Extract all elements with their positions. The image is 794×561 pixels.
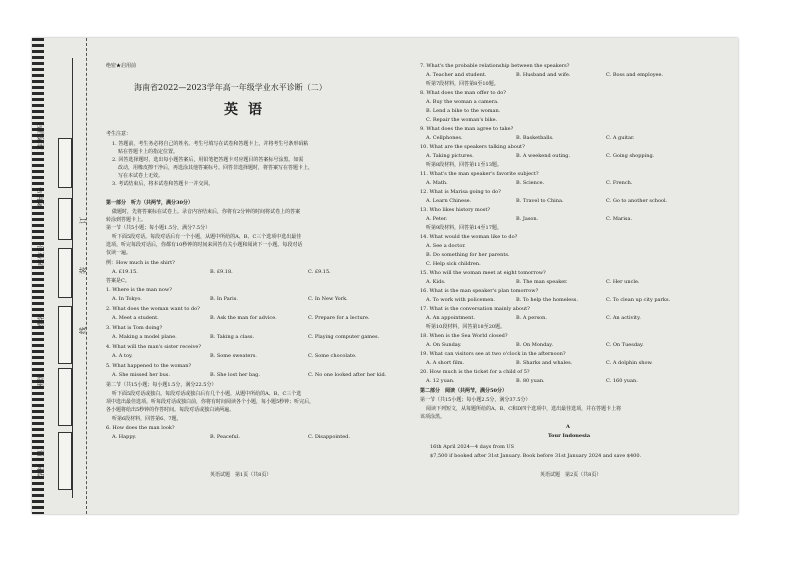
notice-line: 改动，用橡皮擦干净后，再选涂其他答案标号。回答非选择题时，将答案写在答题卡上， [118, 165, 314, 171]
part2-section1: 第一节（共15小题；每小题2.5分，满分37.5分） [420, 397, 531, 403]
notice-line: 3. 考试结束后，将本试卷和答题卡一并交回。 [112, 181, 214, 187]
page-footer: 英语试题 第1页（共8页） [210, 472, 272, 478]
option: A. Meet a student. [112, 315, 159, 321]
page-footer: 英语试题 第2页（共8页） [540, 472, 602, 478]
notice-title: 考生注意： [106, 131, 132, 137]
class-box [58, 368, 72, 426]
option: C. Boss and employee. [606, 72, 664, 78]
cut-line [86, 38, 87, 514]
option: A. See a doctor. [426, 243, 466, 249]
scanned-exam-sheet [32, 38, 738, 514]
option: C. A guitar. [606, 135, 635, 141]
option: B. Ask the man for advice. [210, 315, 277, 321]
option: A. A toy. [112, 353, 133, 359]
option: C. Prepare for a lecture. [308, 315, 370, 321]
example-option: B. £9.18. [210, 269, 233, 275]
question: 2. What does the woman want to do? [106, 306, 200, 312]
option: C. Her uncle. [606, 279, 640, 285]
option: A. Taking pictures. [426, 153, 474, 159]
material-note: 听第9段材料，回答第14至17题。 [426, 225, 502, 231]
example-question: 例：How much is the shirt? [106, 260, 175, 266]
option: A. On Sunday. [426, 342, 462, 348]
option: C. Repair the woman's bike. [426, 117, 498, 123]
example-option: A. £19.15. [112, 269, 138, 275]
section1-intro: 听下面5段对话。每段对话后有一个小题，从题中所给的A、B、C三个选项中选出最佳 [112, 234, 302, 240]
notice-line: 2. 回答选择题时，选出每小题答案后，用铅笔把答题卡对应题目的答案标号涂黑。如需 [112, 157, 304, 163]
question: 1. Where is the man now? [106, 287, 172, 293]
option: C. A dolphin show. [606, 360, 653, 366]
option: A. Kids. [426, 279, 446, 285]
binding-label-exam-number: 准考证号 [37, 122, 45, 150]
question: 14. What would the woman like to do? [420, 234, 518, 240]
option: B. Travel to China. [516, 198, 564, 204]
option: B. Science. [516, 180, 545, 186]
option: A. Peter. [426, 216, 448, 222]
option: A. In Tokyo. [112, 296, 142, 302]
question: 16. What is the man speaker's plan tomorrow? [420, 288, 539, 294]
question: 12. What is Marisa going to do? [420, 189, 501, 195]
option: A. Teacher and student. [426, 72, 487, 78]
material-note: 听第10段材料，回答第18至20题。 [426, 324, 506, 330]
exam-title: 海南省2022—2023学年高一年级学业水平诊断（二） [134, 83, 327, 92]
option: B. To help the homeless. [516, 297, 578, 303]
page-1 [98, 38, 416, 514]
passage-line: 16th April 2024—4 days from US [430, 444, 515, 450]
section1-title: 第一节（共5小题；每小题1.5分，满分7.5分） [106, 225, 211, 231]
option: A. She missed her bus. [112, 372, 170, 378]
question: 6. How does the man look? [106, 425, 175, 431]
part2-intro: 阅读下列短文，从每题所给的A、B、C和D四个选项中，选出最佳选项，并在答题卡上将 [426, 406, 622, 412]
option: A. A short film. [426, 360, 465, 366]
exam-number-box [58, 138, 72, 188]
option: A. 12 yuan. [426, 378, 455, 384]
question: 19. What can visitors see at two o'clock in the afternoon? [420, 351, 566, 357]
part2-intro: 该项涂黑。 [420, 414, 446, 420]
option: B. A person. [516, 315, 547, 321]
binding-label-class: 班级 [37, 374, 45, 388]
option: B. The man speaker. [516, 279, 568, 285]
option: C. Disappointed. [308, 434, 350, 440]
part1-intro: 做题时，先将答案标在试卷上。录音内容结束后，你将有2分钟的时间将试卷上的答案 [112, 209, 301, 215]
option: C. 160 yuan. [606, 378, 638, 384]
option: C. Marisa. [606, 216, 633, 222]
binding-margin [32, 38, 96, 514]
room-box [58, 198, 72, 240]
option: B. Lend a bike to the woman. [426, 108, 501, 114]
option: B. Basketballs. [516, 135, 554, 141]
option: B. 80 yuan. [516, 378, 545, 384]
option: B. Taking a class. [210, 334, 255, 340]
option: A. Learn Chinese. [426, 198, 472, 204]
school-box [58, 432, 72, 490]
binding-label-room: 考场号 [37, 187, 45, 208]
option: C. Help sick children. [426, 261, 481, 267]
question: 17. What is the conversation mainly about? [420, 306, 530, 312]
option: C. Playing computer games. [308, 334, 380, 340]
option: C. Going shopping. [606, 153, 655, 159]
passage-letter: A [566, 424, 570, 430]
option: A. An appointment. [426, 315, 475, 321]
subject-title: 英语 [224, 102, 272, 118]
option: B. Some sweaters. [210, 353, 257, 359]
option: C. To clean up city parks. [606, 297, 671, 303]
question: 5. What happened to the woman? [106, 363, 192, 369]
option: C. In New York. [308, 296, 348, 302]
section1-intro: 选项。听完每段对话后，你都有10秒钟的时间来回答有关小题和阅读下一小题。每段对话 [106, 242, 303, 248]
question: 3. What is Tom doing? [106, 325, 163, 331]
binding-mark-xian: 线 [79, 327, 87, 334]
question: 9. What does the man agree to take? [420, 126, 514, 132]
part1-intro: 转涂到答题卡上。 [106, 217, 147, 223]
option: B. Sharks and whales. [516, 360, 573, 366]
option: A. Making a model plane. [112, 334, 177, 340]
part1-title: 第一部分 听力（共两节，满分30分） [106, 200, 193, 206]
section2-intro: 项中选出最佳选项。听每段对话或独白前，你将有时间阅读各个小题，每小题5秒钟；听完后， [106, 399, 315, 405]
passage-line: $7,500 if booked after 31st January. Book before 31st January 2024 and save $400. [430, 453, 642, 459]
option: C. Some chocolate. [308, 353, 357, 359]
question: 8. What does the man offer to do? [420, 90, 506, 96]
question: 13. Who likes history most? [420, 207, 491, 213]
question: 10. What are the speakers talking about? [420, 144, 525, 150]
option: C. No one looked after her kid. [308, 372, 387, 378]
section2-intro: 各小题将给出5秒钟的作答时间。每段对话或独白读两遍。 [106, 407, 235, 413]
option: B. In Paris. [210, 296, 238, 302]
option: C. Go to another school. [606, 198, 668, 204]
option: C. On Tuesday. [606, 342, 644, 348]
example-option: C. £9.15. [308, 269, 331, 275]
question: 15. Who will the woman meet at eight tomorrow? [420, 270, 546, 276]
binding-label-seat: 座位号 [37, 245, 45, 266]
binding-mark-zhuang: 装 [79, 267, 87, 274]
passage-title: Tour Indonesia [548, 433, 591, 439]
question: 18. When is the Sea World closed? [420, 333, 508, 339]
example-answer: 答案是C。 [106, 278, 130, 284]
option: A. To work with policemen. [426, 297, 496, 303]
option: B. Peaceful. [210, 434, 240, 440]
binding-label-school: 学校（县） [37, 443, 45, 478]
question: 4. What will the man's sister receive? [106, 344, 202, 350]
option: A. Math. [426, 180, 448, 186]
question: 11. What's the man speaker's favorite subject? [420, 171, 539, 177]
option: B. A weekend outing. [516, 153, 571, 159]
section2-intro: 听下面5段对话或独白。每段对话或独白后有几个小题，从题中所给的A、B、C三个选 [112, 391, 302, 397]
seat-box [58, 248, 72, 298]
page-2 [416, 38, 734, 514]
name-box [58, 306, 72, 364]
section2-title: 第二节（共15小题；每小题1.5分，满分22.5分） [106, 382, 217, 388]
notice-line: 写在本试卷上无效。 [118, 173, 164, 179]
part2-title: 第二部分 阅读（共两节，满分50分） [420, 388, 507, 394]
question: 20. How much is the ticket for a child of 5? [420, 369, 530, 375]
option: A. Buy the woman a camera. [426, 99, 499, 105]
material-note: 听第8段材料，回答第11至13题。 [426, 162, 502, 168]
binding-label-name: 姓名 [37, 314, 45, 328]
secret-label: 绝密★启用前 [106, 63, 137, 69]
option: B. Jason. [516, 216, 539, 222]
option: C. French. [606, 180, 633, 186]
binding-line [72, 58, 73, 498]
section1-intro: 仅读一遍。 [106, 250, 132, 256]
binding-mark-ding: 订 [79, 217, 87, 224]
material-note: 听第6段材料，回答第6、7题。 [112, 416, 182, 422]
option: C. An activity. [606, 315, 641, 321]
notice-line: 贴在答题卡上的指定位置。 [118, 149, 179, 155]
material-note: 听第7段材料，回答第8至10题。 [426, 81, 499, 87]
option: A. Cellphones. [426, 135, 463, 141]
question: 7. What's the probable relationship between the speakers? [420, 63, 570, 69]
notice-line: 1. 答题前，考生务必将自己的姓名、考生号填写在试卷和答题卡上，并将考生号条形码粘 [112, 141, 309, 147]
option: A. Happy. [112, 434, 137, 440]
option: B. Husband and wife. [516, 72, 571, 78]
option: B. Do something for her parents. [426, 252, 510, 258]
option: B. She lost her bag. [210, 372, 260, 378]
option: B. On Monday. [516, 342, 554, 348]
